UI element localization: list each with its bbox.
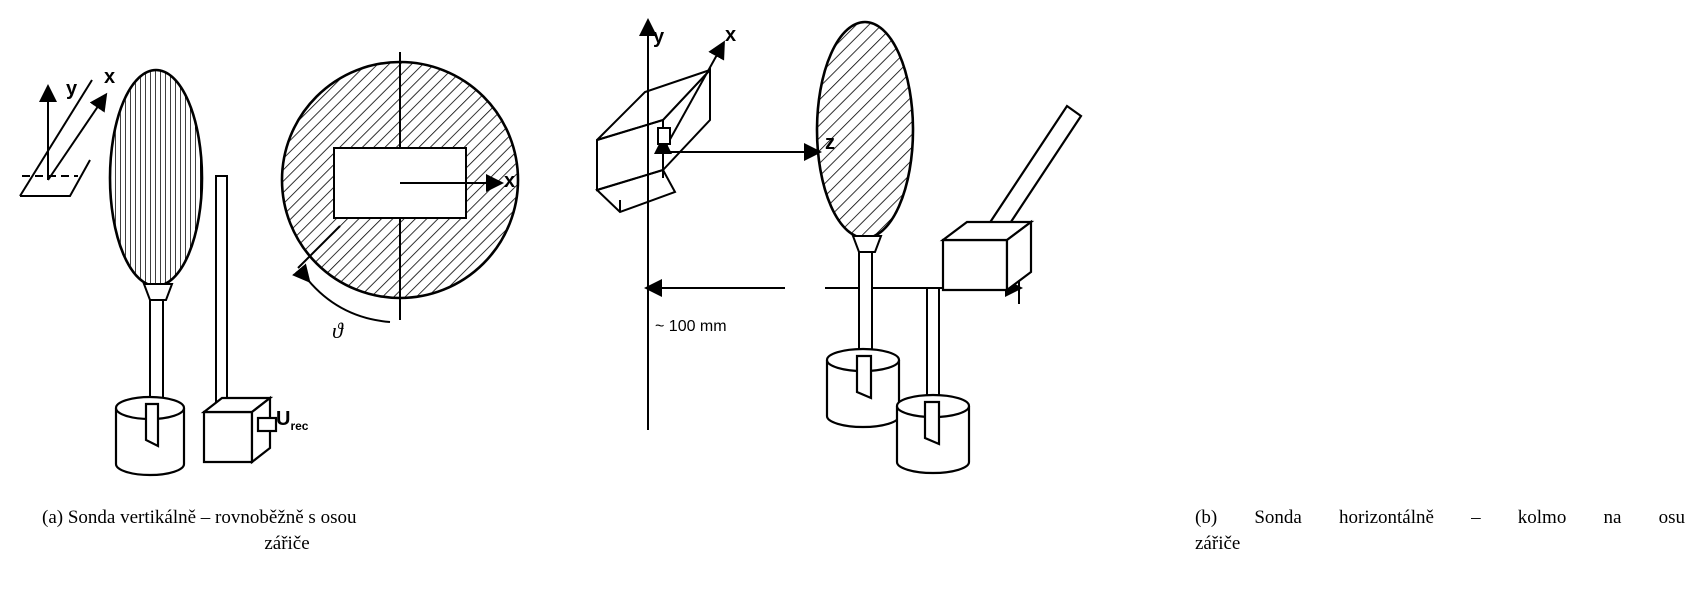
panel-b-angled-arm (985, 106, 1081, 240)
panel-b-drawing (575, 0, 1141, 500)
panel-a-label-y: y (66, 78, 78, 100)
panel-a-label-theta: ϑ (332, 318, 343, 343)
panel-b-probe-rod (927, 288, 939, 406)
caption-a-line1: Sonda vertikálně – rovnoběžně s osou (67, 507, 357, 528)
panel-b-label-y: y (653, 26, 665, 48)
panel-b-label-distance: ~ 100 mm (655, 318, 727, 335)
panel-a-cylinder-base (116, 397, 184, 475)
panel-a-label-x-circle: x (504, 170, 516, 192)
caption-a-marker: (a) (42, 507, 64, 528)
caption-b-text1: Sonda horizontálně – kolmo na osu (1254, 507, 1685, 528)
panel-a-probe-box (204, 398, 276, 462)
panel-a-probe-rod (216, 176, 227, 404)
panel-a-label-u: U (276, 408, 291, 430)
caption-b-line2: zářiče (1195, 533, 1241, 554)
panel-a-axis-inset (20, 80, 105, 196)
caption-a (42, 505, 532, 557)
caption-b-line1 (1195, 505, 1685, 531)
panel-b-transducer-ellipse (817, 22, 913, 360)
panel-a-transducer-ellipse (110, 70, 202, 408)
caption-b (1195, 505, 1685, 557)
panel-a-label-rec: rec (290, 419, 309, 433)
panel-a-beam-cross-section (282, 52, 518, 322)
figure-panel-b (575, 0, 1685, 605)
panel-b-cylinder-base-right (897, 395, 969, 473)
panel-a-label-x-inset: x (104, 66, 116, 88)
panel-b-label-z: z (825, 132, 835, 154)
caption-a-line2: zářiče (264, 533, 310, 554)
caption-b-marker: (b) (1195, 507, 1218, 528)
panel-b-cylinder-base-left (827, 349, 899, 427)
figure-panel-a (0, 0, 575, 605)
panel-b-axis-cluster (597, 22, 818, 212)
panel-b-label-x: x (725, 24, 737, 46)
panel-b-probe-box (943, 222, 1031, 290)
panel-a-label-urec (276, 408, 308, 433)
